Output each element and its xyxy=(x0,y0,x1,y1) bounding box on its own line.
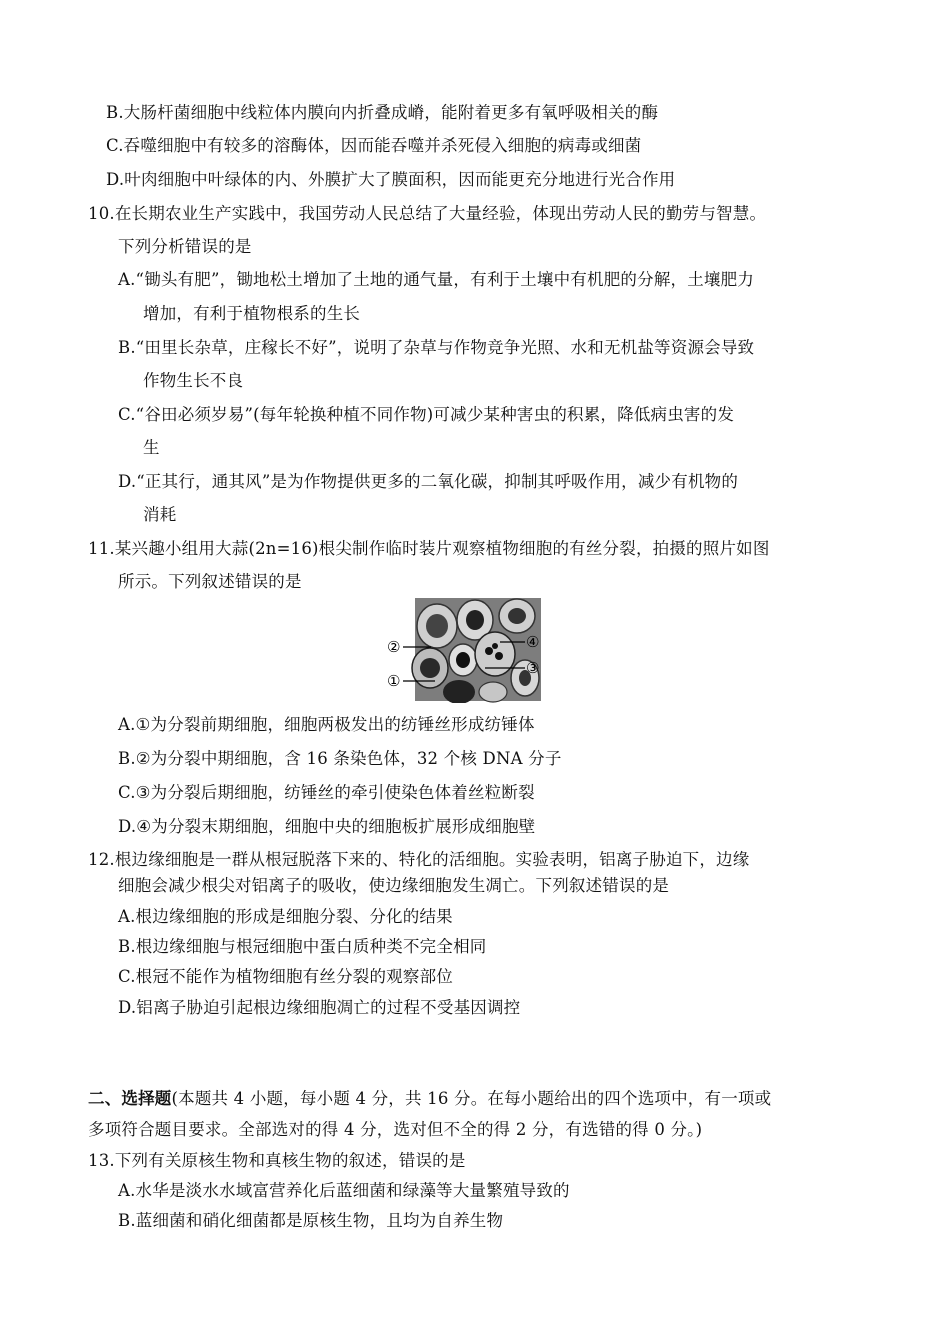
section2-desc-cont: 多项符合题目要求。全部选对的得 4 分，选对但不全的得 2 分，有选错的得 0 分。) xyxy=(88,1120,703,1139)
q10-option-d-cont: 消耗 xyxy=(143,505,177,524)
q13-option-b: B.蓝细菌和硝化细菌都是原核生物，且均为自养生物 xyxy=(118,1211,504,1230)
q10-option-c-cont: 生 xyxy=(143,438,160,457)
section2-desc: (本题共 4 小题，每小题 4 分，共 16 分。在每小题给出的四个选项中，有一项或 xyxy=(171,1089,772,1108)
q10-option-b: B.“田里长杂草，庄稼长不好”，说明了杂草与作物竞争光照、水和无机盐等资源会导致 xyxy=(118,338,755,357)
q11-option-b: B.②为分裂中期细胞，含 16 条染色体，32 个核 DNA 分子 xyxy=(118,749,562,768)
q13-stem: 13.下列有关原核生物和真核生物的叙述，错误的是 xyxy=(88,1151,466,1170)
q10-option-a-cont: 增加，有利于植物根系的生长 xyxy=(143,304,361,323)
figure-label-1: ① xyxy=(387,672,401,690)
q10-option-d: D.“正其行，通其风”是为作物提供更多的二氧化碳，抑制其呼吸作用，减少有机物的 xyxy=(118,472,739,491)
q10-option-c: C.“谷田必须岁易”(每年轮换种植不同作物)可减少某种害虫的积累，降低病虫害的发 xyxy=(118,405,735,424)
q12-stem-cont: 细胞会减少根尖对铝离子的吸收，使边缘细胞发生凋亡。下列叙述错误的是 xyxy=(118,876,670,895)
q11-option-d: D.④为分裂末期细胞，细胞中央的细胞板扩展形成细胞壁 xyxy=(118,817,536,836)
q9-option-b: B.大肠杆菌细胞中线粒体内膜向内折叠成嵴，能附着更多有氧呼吸相关的酶 xyxy=(106,103,659,122)
q12-option-d: D.铝离子胁迫引起根边缘细胞凋亡的过程不受基因调控 xyxy=(118,998,521,1017)
q12-option-a: A.根边缘细胞的形成是细胞分裂、分化的结果 xyxy=(118,907,453,926)
q13-option-a: A.水华是淡水水域富营养化后蓝细菌和绿藻等大量繁殖导致的 xyxy=(118,1181,570,1200)
q11-option-c: C.③为分裂后期细胞，纺锤丝的牵引使染色体着丝粒断裂 xyxy=(118,783,535,802)
q10-stem-cont: 下列分析错误的是 xyxy=(118,237,252,256)
q9-option-d: D.叶肉细胞中叶绿体的内、外膜扩大了膜面积，因而能更充分地进行光合作用 xyxy=(106,170,676,189)
q9-option-c: C.吞噬细胞中有较多的溶酶体，因而能吞噬并杀死侵入细胞的病毒或细菌 xyxy=(106,136,642,155)
q12-option-c: C.根冠不能作为植物细胞有丝分裂的观察部位 xyxy=(118,967,453,986)
q11-stem-cont: 所示。下列叙述错误的是 xyxy=(118,572,302,591)
figure-label-4: ④ xyxy=(526,633,540,651)
section2-heading: 二、选择题 xyxy=(88,1089,172,1108)
q12-option-b: B.根边缘细胞与根冠细胞中蛋白质种类不完全相同 xyxy=(118,937,487,956)
figure-label-3: ③ xyxy=(526,659,540,677)
q11-option-a: A.①为分裂前期细胞，细胞两极发出的纺锤丝形成纺锤体 xyxy=(118,715,535,734)
q10-stem: 10.在长期农业生产实践中，我国劳动人民总结了大量经验，体现出劳动人民的勤劳与智慧。 xyxy=(88,204,767,223)
q10-option-b-cont: 作物生长不良 xyxy=(143,371,244,390)
figure-label-2: ② xyxy=(387,638,401,656)
mitosis-micrograph xyxy=(385,596,543,703)
section2-heading-line xyxy=(88,1087,771,1111)
q12-stem: 12.根边缘细胞是一群从根冠脱落下来的、特化的活细胞。实验表明，铝离子胁迫下，边缘 xyxy=(88,850,750,869)
q10-option-a: A.“锄头有肥”，锄地松土增加了土地的通气量，有利于土壤中有机肥的分解，土壤肥力 xyxy=(118,270,755,289)
q11-stem: 11.某兴趣小组用大蒜(2n=16)根尖制作临时装片观察植物细胞的有丝分裂，拍摄的照片如图 xyxy=(88,539,770,558)
